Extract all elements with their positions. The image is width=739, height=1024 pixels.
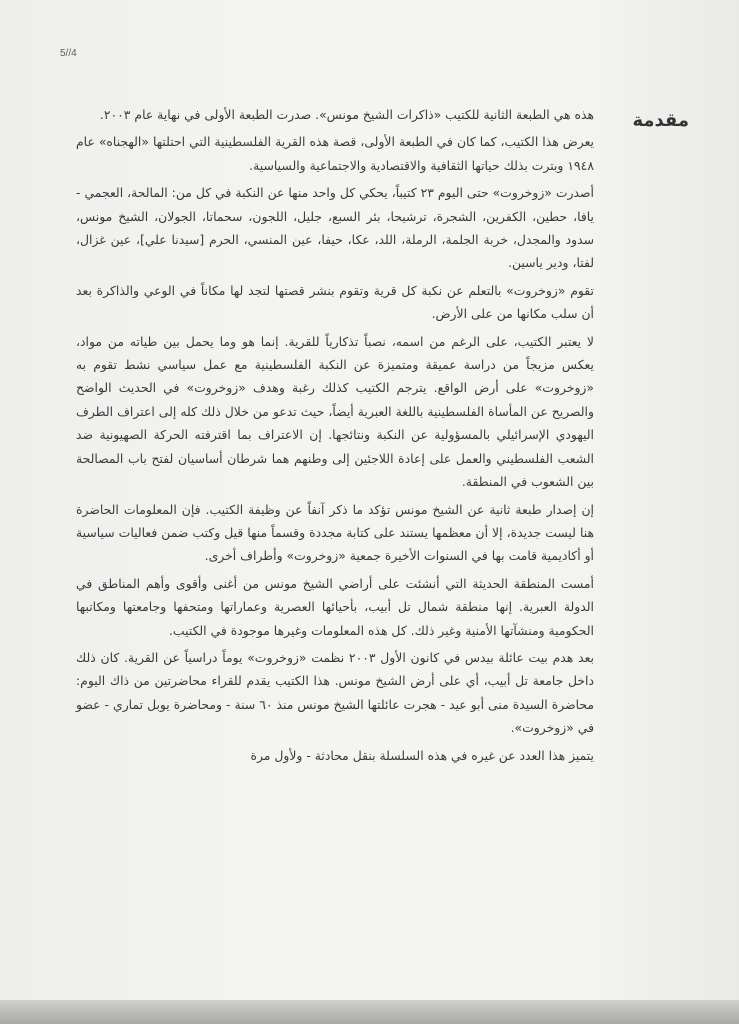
page-bottom-edge xyxy=(0,1000,739,1024)
paragraph: يتميز هذا العدد عن غيره في هذه السلسلة بنقل محادثة - ولأول مرة xyxy=(250,747,594,763)
page-folio: 5//4 xyxy=(60,48,77,59)
paragraph: هذه هي الطبعة الثانية للكتيب «ذاكرات الشيخ مونس». صدرت الطبعة الأولى في نهاية عام ٢٠٠٣. xyxy=(99,107,594,122)
paragraph: أمست المنطقة الحديثة التي أنشئت على أراضي الشيخ مونس من أغنى وأقوى وأهم المناطق في الدولة العبرية. إنها منطقة شمال تل أبيب، بأحيائها العصرية وعماراتها ومتحفها وجامعتها ومكاتبها الحكومية ومنشآتها الأمنية وغير ذلك. كل هذه المعلومات وغيرها موجودة في الكتيب. xyxy=(76,575,594,638)
body-text xyxy=(76,103,594,771)
paragraph: يعرض هذا الكتيب، كما كان في الطبعة الأولى، قصة هذه القرية الفلسطينية التي احتلتها «الهجناه» عام ١٩٤٨ وبترت بذلك حياتها الثقافية والاقتصادية والاجتماعية والسياسية. xyxy=(76,134,594,173)
paragraph: بعد هدم بيت عائلة بيدس في كانون الأول ٢٠٠٣ نظمت «زوخروت» يوماً دراسياً عن القرية. كان ذلك داخل جامعة تل أبيب، أي على أرض الشيخ مونس. هذا الكتيب يقدم للقراء محاضرتين من ذاك اليوم: محاضرة السيدة منى أبو عيد - هجرت عائلتها الشيخ مونس منذ ٦٠ سنة - ومحاضرة يوبل تماري - عضو في «زوخروت». xyxy=(76,649,595,736)
paragraph: تقوم «زوخروت» بالتعلم عن نكبة كل قرية وتقوم بنشر قصتها لتجد لها مكاناً في الوعي والذاكرة بعد أن سلب مكانها من على الأرض. xyxy=(76,282,594,322)
paragraph: إن إصدار طبعة ثانية عن الشيخ مونس تؤكد ما ذكر آنفاً عن وظيفة الكتيب. فإن المعلومات الحاضرة هنا ليست جديدة، إلا أن معظمها يستند على كتابة مجددة وقسماً منها قيل وكتب ضمن فعاليات سياسية أو أكاديمية قامت بها في السنوات الأخيرة جمعية «زوخروت» وأطراف أخرى. xyxy=(76,501,594,564)
chapter-title: مقدمة xyxy=(632,110,689,131)
paragraph: أصدرت «زوخروت» حتى اليوم ٢٣ كتيباً، يحكي كل واحد منها عن النكبة في كل من: المالحة، العجمي - يافا، حطين، الكفرين، الشجرة، ترشيحا، بئر السبع، جليل، اللجون، سحماتا، الجولان، الشيخ مونس، سدود والمجدل، خربة الجلمة، الرملة، اللد، عكا، حيفا، عين المنسي، الحرم [سيدنا علي]، عين غزال، لفتا، ودير ياسين. xyxy=(76,185,594,271)
paragraph: لا يعتبر الكتيب، على الرغم من اسمه، نصباً تذكارياً للقرية. إنما هو وما يحمل بين طياته من مواد، يعكس مزيجاً من دراسة عميقة ومتميزة عن النكبة الفلسطينية مع عمل سياسي نشط تقوم به «زوخروت» على أرض الواقع. يترجم الكتيب كذلك رغبة وهدف «زوخروت» في الحديث الواضح والصريح عن المأساة الفلسطينية باللغة العبرية أيضاً، حيث تدعو من خلال ذلك كله إلى اعتراف الطرف اليهودي الإسرائيلي بالمسؤولية عن النكبة ونتائجها. إن الاعتراف بما اقترفته الحركة الصهيونية ضد الشعب الفلسطيني والعمل على إعادة اللاجئين إلى وطنهم هما شرطان أساسيان لفتح باب المصالحة بين الشعوب في المنطقة. xyxy=(76,333,594,490)
